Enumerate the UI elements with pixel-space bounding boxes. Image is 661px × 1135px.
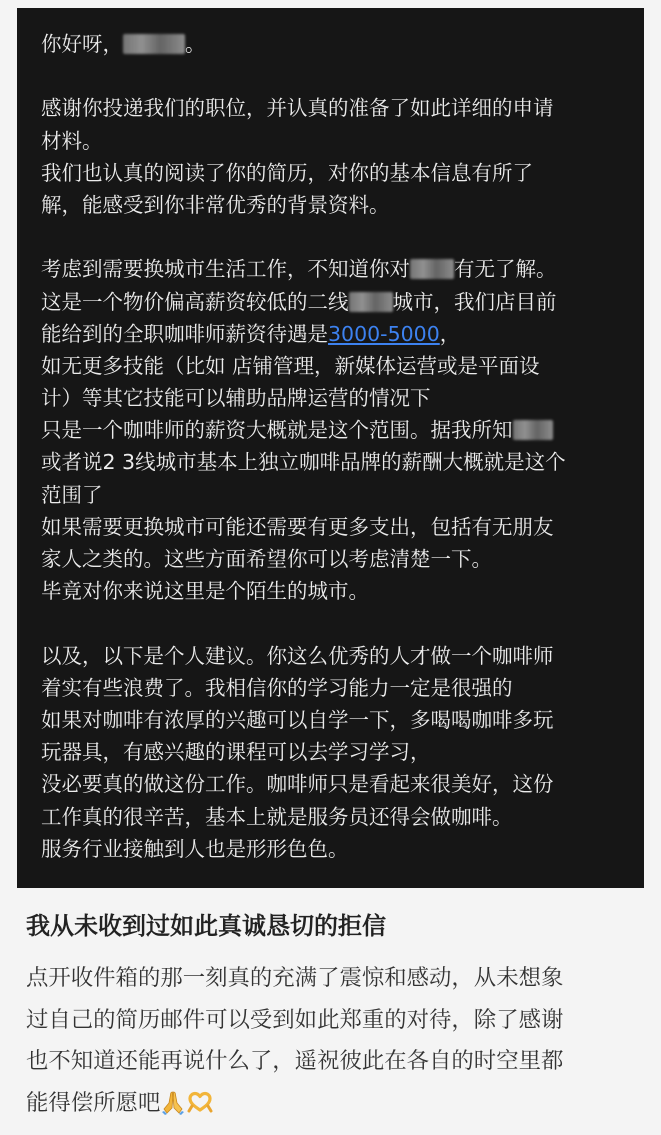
letter-text: 有无了解。 bbox=[454, 257, 557, 282]
post-body-text: 能得偿所愿吧 bbox=[26, 1089, 161, 1116]
greeting-end: 。 bbox=[185, 32, 206, 56]
letter-line: 家人之类的。这些方面希望你可以考虑清楚一下。 bbox=[41, 547, 492, 571]
letter-line: 材料。 bbox=[41, 128, 103, 153]
letter-line: 我们也认真的阅读了你的简历，对你的基本信息有所了 bbox=[41, 160, 533, 185]
letter-line: 着实有些浪费了。我相信你的学习能力一定是很强的 bbox=[41, 675, 513, 700]
paragraph-gap bbox=[41, 60, 622, 92]
letter-line: 毕竟对你来说这里是个陌生的城市。 bbox=[41, 579, 369, 604]
letter-line bbox=[41, 318, 622, 350]
post-body-line: 过自己的简历邮件可以受到如此郑重的对待，除了感谢 bbox=[26, 1006, 564, 1033]
letter-line: 玩器具，有感兴趣的课程可以去学习学习， bbox=[41, 740, 431, 765]
letter-line: 感谢你投递我们的职位，并认真的准备了如此详细的申请 bbox=[41, 96, 554, 121]
letter-line: 服务行业接触到人也是形形色色。 bbox=[41, 836, 349, 861]
letter-line: 以及，以下是个人建议。你这么优秀的人才做一个咖啡师 bbox=[41, 643, 554, 668]
letter-line: 解，能感受到你非常优秀的背景资料。 bbox=[41, 192, 390, 217]
letter-text: 这是一个物价偏高薪资较低的二线 bbox=[41, 289, 349, 314]
letter-text: 能给到的全职咖啡师薪资待遇是 bbox=[41, 321, 328, 346]
letter-line: 没必要真的做这份工作。咖啡师只是看起来很美好，这份 bbox=[41, 772, 554, 797]
paragraph-gap bbox=[41, 221, 622, 253]
letter-line bbox=[41, 414, 622, 446]
salary-link[interactable]: 3000-5000 bbox=[328, 321, 440, 346]
heart-hands-emoji-icon bbox=[186, 1088, 214, 1125]
letter-line: 计）等其它技能可以辅助品牌运营的情况下 bbox=[41, 386, 431, 411]
greeting-text: 你好呀， bbox=[41, 32, 123, 56]
letter-line: 范围了 bbox=[41, 482, 103, 507]
letter-text: 考虑到需要换城市生活工作，不知道你对 bbox=[41, 257, 410, 282]
folded-hands-emoji-icon bbox=[160, 1088, 186, 1125]
letter-line: 如无更多技能（比如 店铺管理，新媒体运营或是平面设 bbox=[41, 353, 540, 378]
redacted-name bbox=[123, 34, 185, 54]
post-body-line: 点开收件箱的那一刻真的充满了震惊和感动，从未想象 bbox=[26, 965, 564, 991]
post-body-line bbox=[26, 1083, 638, 1125]
letter-line bbox=[41, 286, 622, 318]
letter-line: 工作真的很辛苦，基本上就是服务员还得会做咖啡。 bbox=[41, 804, 513, 829]
letter-line bbox=[41, 253, 622, 285]
letter-text: ， bbox=[439, 321, 461, 346]
post-headline: 我从未收到过如此真诚恳切的拒信 bbox=[26, 912, 386, 940]
letter-text: 只是一个咖啡师的薪资大概就是这个范围。据我所知 bbox=[41, 418, 513, 443]
email-screenshot bbox=[17, 8, 644, 888]
letter-text: 城市，我们店目前 bbox=[392, 289, 557, 314]
redacted-city bbox=[410, 259, 454, 279]
letter-line: 如果需要更换城市可能还需要有更多支出，包括有无朋友 bbox=[41, 514, 554, 539]
post-body-line: 也不知道还能再说什么了，遥祝彼此在各自的时空里都 bbox=[26, 1048, 564, 1074]
letter-line: 或者说2 3线城市基本上独立咖啡品牌的薪酬大概就是这个 bbox=[41, 450, 566, 475]
paragraph-gap bbox=[41, 607, 622, 639]
redacted-city bbox=[349, 292, 393, 312]
letter-line: 如果对咖啡有浓厚的兴趣可以自学一下，多喝喝咖啡多玩 bbox=[41, 707, 554, 732]
post-body bbox=[26, 958, 638, 1124]
greeting-line bbox=[41, 28, 622, 60]
redacted-text bbox=[513, 420, 553, 440]
